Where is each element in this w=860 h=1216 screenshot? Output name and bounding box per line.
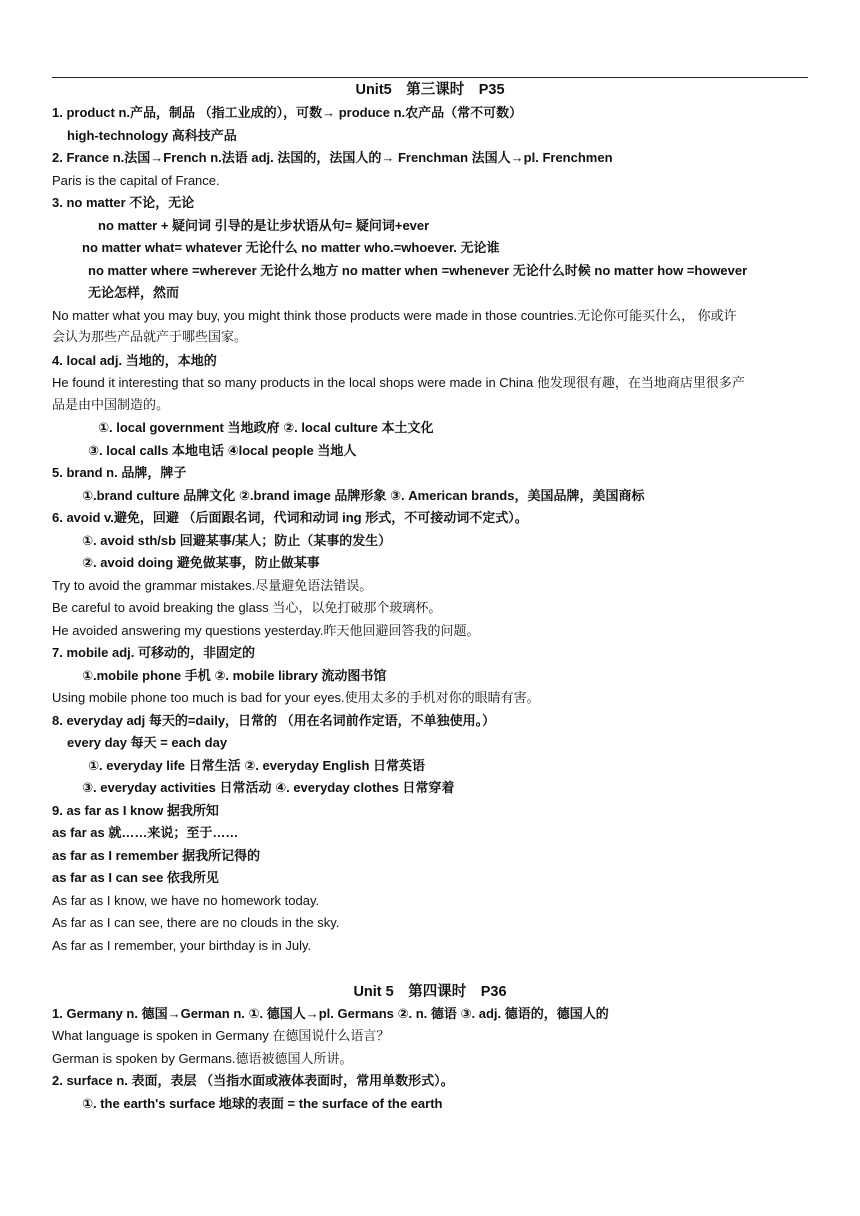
entry-every-day: every day 每天 = each day: [67, 735, 228, 750]
entry-france: 2. France n.法国→French n.法语 adj. 法国的，法国人的→ Frenchman 法国人→pl. Frenchmen: [52, 150, 613, 165]
example-sentence: Try to avoid the grammar mistakes.尽量避免语法错误。: [52, 578, 373, 593]
example-sentence: As far as I can see, there are no clouds in the sky.: [52, 915, 340, 930]
top-rule: [52, 77, 808, 78]
entry-as-far-as: as far as 就……来说；至于……: [52, 825, 239, 840]
phrase-list: ①. everyday life 日常生活 ②. everyday English 日常英语: [88, 758, 426, 773]
phrase-list: ①. the earth's surface 地球的表面 = the surface of the earth: [82, 1096, 443, 1111]
example-sentence: As far as I remember, your birthday is in July.: [52, 938, 312, 953]
entry-no-matter-forms: no matter what= whatever 无论什么 no matter who.=whoever. 无论谁: [82, 240, 500, 255]
entry-as-far-as: as far as I can see 依我所见: [52, 870, 219, 885]
phrase-list: ①.brand culture 品牌文化 ②.brand image 品牌形象 ③. American brands，美国品牌，美国商标: [82, 488, 645, 503]
example-sentence: Be careful to avoid breaking the glass 当心，以免打破那个玻璃杯。: [52, 600, 442, 615]
example-sentence: He found it interesting that so many products in the local shops were made in China 他发现很有趣，在当地商店里很多产: [52, 375, 745, 390]
entry-no-matter-forms: no matter where =wherever 无论什么地方 no matter when =whenever 无论什么时候 no matter how =however: [88, 263, 748, 278]
phrase-list: ③. everyday activities 日常活动 ④. everyday clothes 日常穿着: [82, 780, 455, 795]
entry-avoid: 6. avoid v.避免，回避 （后面跟名词，代词和动词 ing 形式，不可接动词不定式）。: [52, 510, 528, 525]
entry-local: 4. local adj. 当地的，本地的: [52, 353, 217, 368]
example-sentence: 品是由中国制造的。: [52, 397, 170, 412]
phrase-list: ③. local calls 本地电话 ④local people 当地人: [88, 443, 357, 458]
entry-product-sub: high-technology 高科技产品: [67, 128, 237, 143]
entry-as-far-as: as far as I remember 据我所记得的: [52, 848, 261, 863]
entry-product: 1. product n.产品，制品 （指工业成的），可数→ produce n.农产品（常不可数）: [52, 105, 523, 120]
entry-no-matter-rule: no matter + 疑问词 引导的是让步状语从句= 疑问词+ever: [98, 218, 430, 233]
entry-brand: 5. brand n. 品牌，牌子: [52, 465, 187, 480]
phrase-list: ②. avoid doing 避免做某事，防止做某事: [82, 555, 320, 570]
section-title-unit5-lesson4: Unit 5 第四课时 P36: [353, 984, 507, 1000]
entry-everyday: 8. everyday adj 每天的=daily，日常的 （用在名词前作定语，不单独使用。）: [52, 713, 496, 728]
example-sentence: What language is spoken in Germany 在德国说什么语言？: [52, 1028, 390, 1043]
example-sentence: German is spoken by Germans.德语被德国人所讲。: [52, 1051, 353, 1066]
entry-no-matter: 3. no matter 不论，无论: [52, 195, 195, 210]
phrase-list: ①.mobile phone 手机 ②. mobile library 流动图书馆: [82, 668, 387, 683]
example-sentence: No matter what you may buy, you might think those products were made in those countries.无论你可能买什么， 你或许: [52, 308, 737, 323]
example-sentence: He avoided answering my questions yesterday.昨天他回避回答我的问题。: [52, 623, 480, 638]
example-sentence: As far as I know, we have no homework today.: [52, 893, 320, 908]
example-sentence: 会认为那些产品就产于哪些国家。: [52, 329, 248, 344]
section-title-unit5-lesson3: Unit5 第三课时 P35: [355, 82, 505, 98]
entry-as-far-as: 9. as far as I know 据我所知: [52, 803, 219, 818]
phrase-list: ①. local government 当地政府 ②. local culture 本土文化: [98, 420, 434, 435]
entry-no-matter-forms: 无论怎样，然而: [88, 285, 180, 300]
phrase-list: ①. avoid sth/sb 回避某事/某人；防止（某事的发生）: [82, 533, 392, 548]
entry-surface: 2. surface n. 表面，表层 （当指水面或液体表面时，常用单数形式）。: [52, 1073, 454, 1088]
example-sentence: Using mobile phone too much is bad for your eyes.使用太多的手机对你的眼睛有害。: [52, 690, 540, 705]
example-sentence: Paris is the capital of France.: [52, 173, 220, 188]
entry-germany: 1. Germany n. 德国→German n. ①. 德国人→pl. Germans ②. n. 德语 ③. adj. 德语的，德国人的: [52, 1006, 609, 1021]
entry-mobile: 7. mobile adj. 可移动的，非固定的: [52, 645, 255, 660]
